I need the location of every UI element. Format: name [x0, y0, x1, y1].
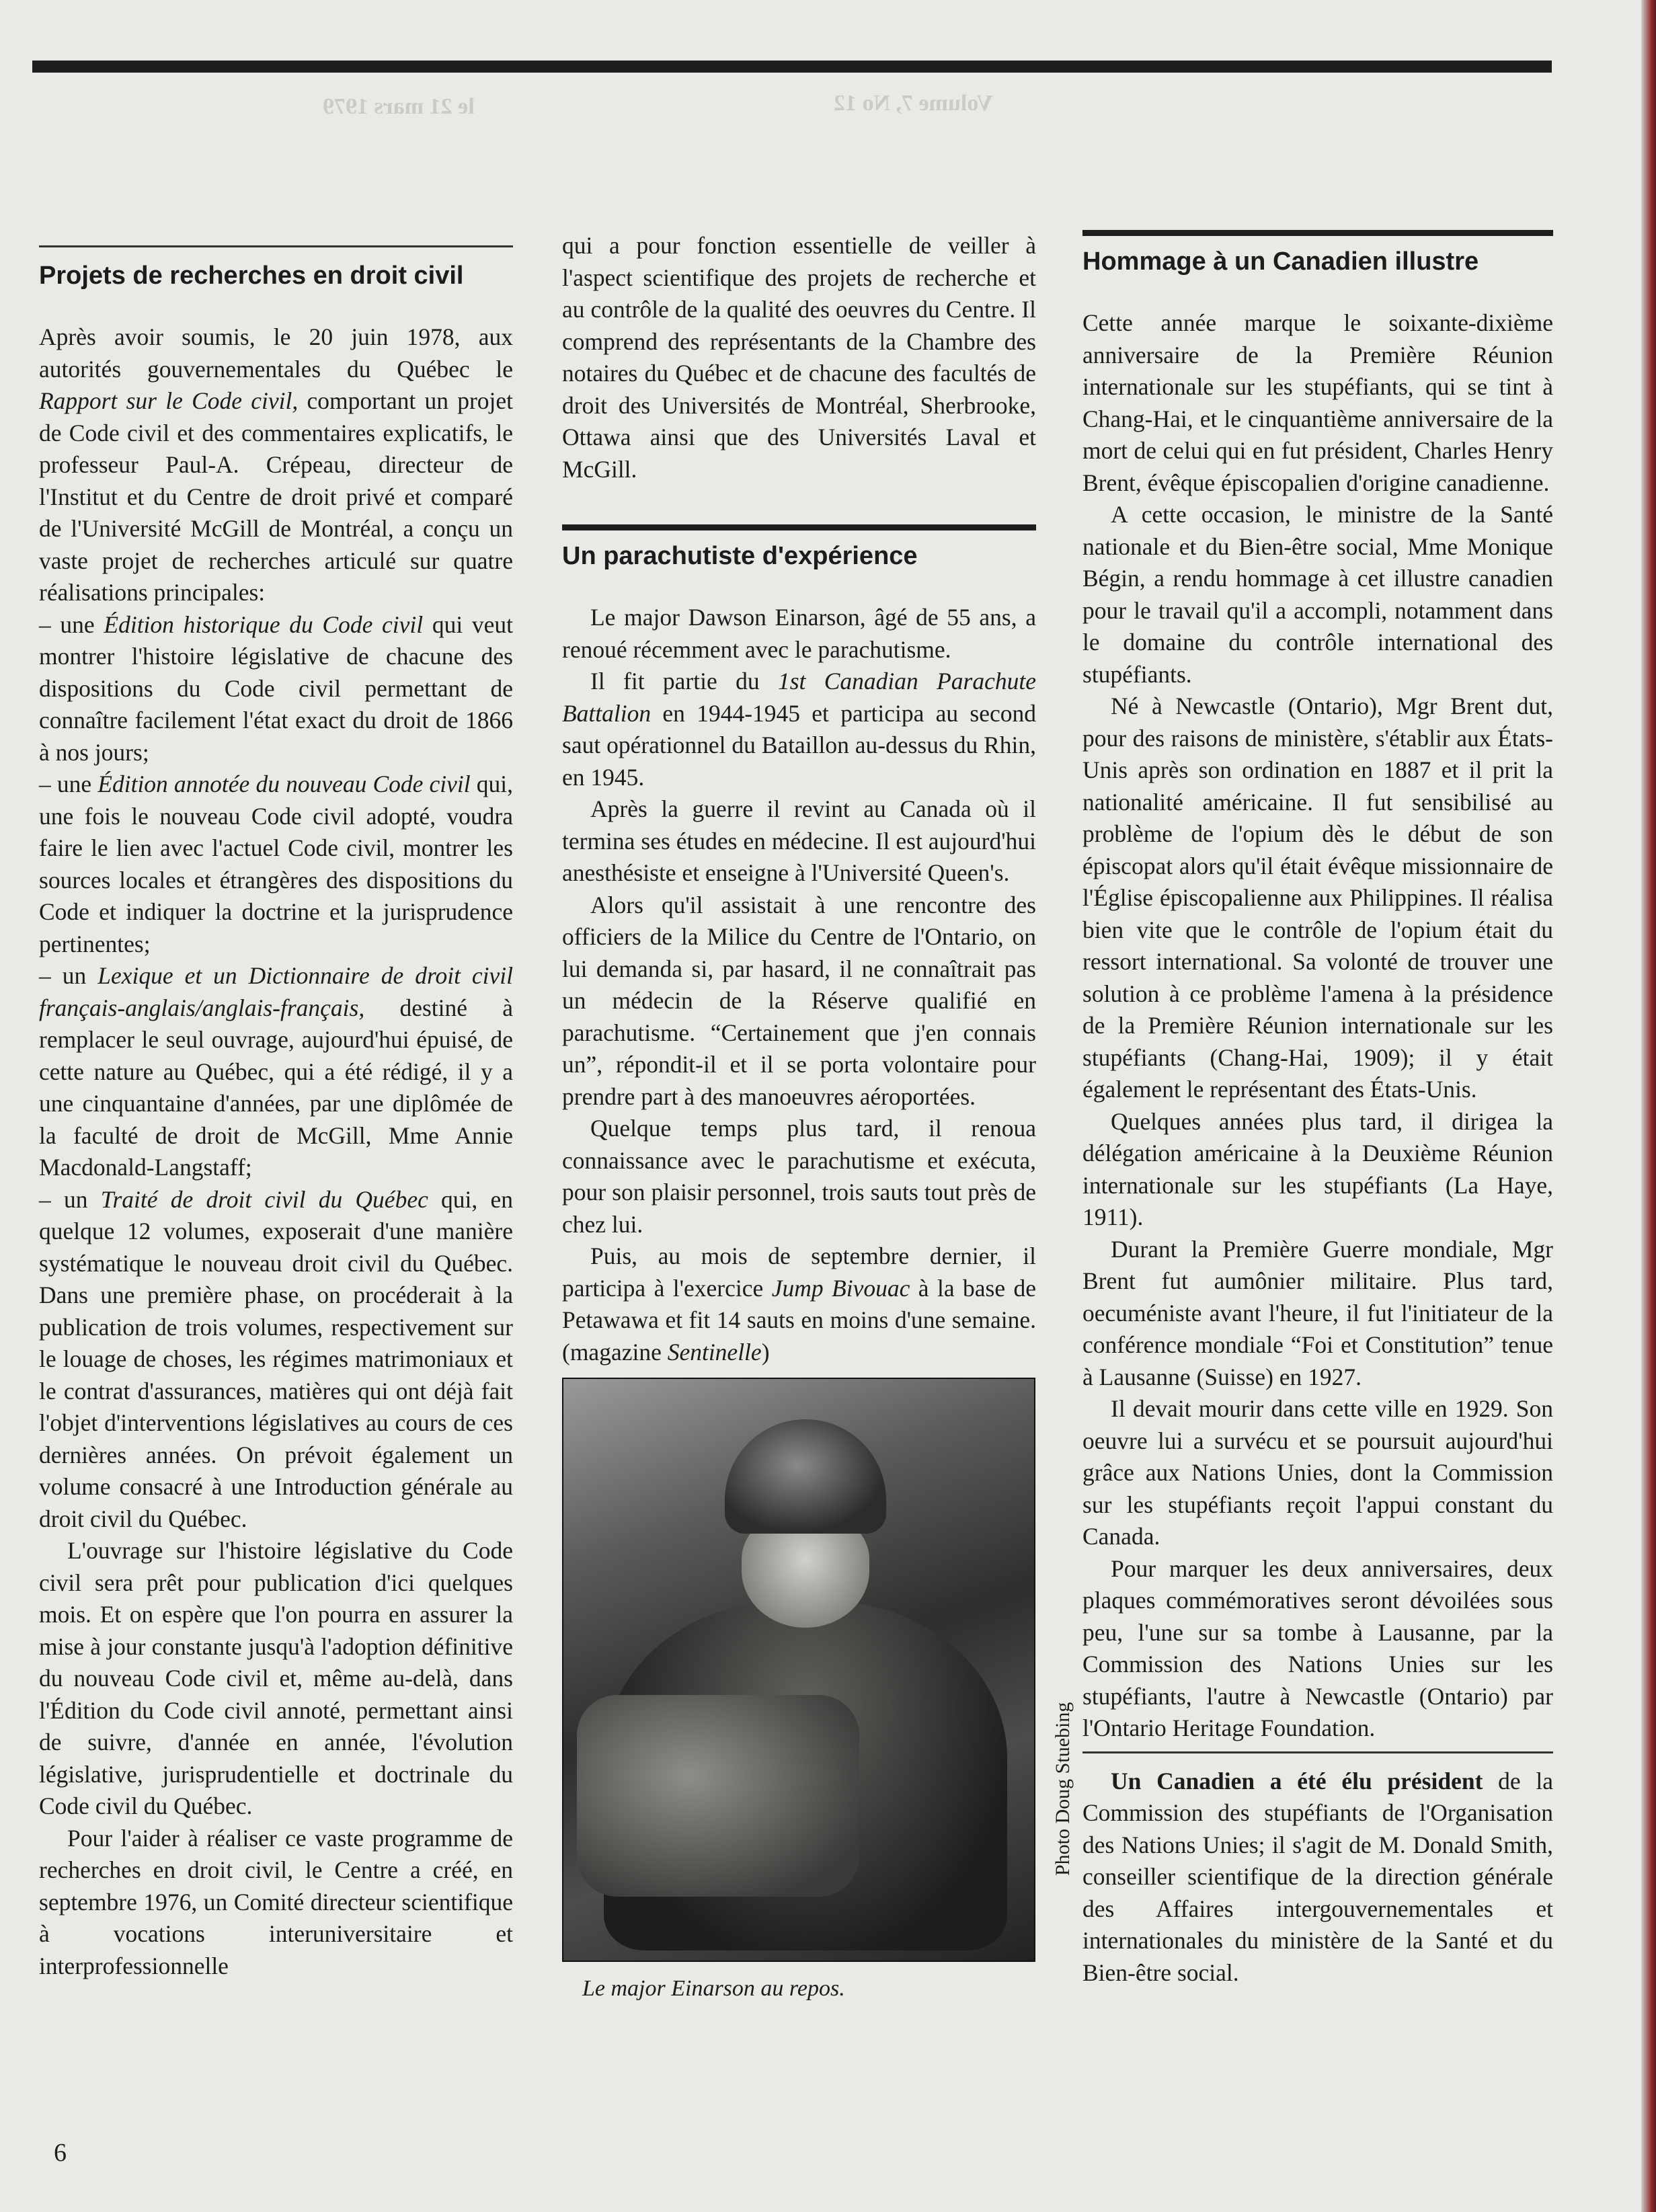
column-parachutist: [562, 230, 1036, 2005]
paragraph: qui a pour fonction essentielle de veiller à l'aspect scientifique des projets de recherche et au contrôle de la qualité des oeuvres du Centre. Il comprend des représentants de la Chambre des notaires du Québec et de chacune des facultés de droit des Universités de Montréal, Sherbrooke, Ottawa ainsi que des Universités Laval et McGill.: [562, 232, 1036, 483]
news-brief: Un Canadien a été élu président de la Commission des stupéfiants de l'Organisation des Nations Unies; il s'agit de M. Donald Smith, conseiller scientifique de la direction générale des Affaires intergouvernementales et internationales du ministère de la Santé et du Bien-être social.: [1082, 1767, 1553, 1986]
list-item: – un Lexique et un Dictionnaire de droit civil français-anglais/anglais-français, destiné à remplacer le seul ouvrage, aujourd'hui épuisé, de cette nature au Québec, qui a été rédigé, il y a une cinquantaine d'années, par une diplômée de la faculté de droit de McGill, Mme Annie Macdonald-Langstaff;: [39, 962, 514, 1181]
column-civil-law: [39, 245, 513, 1982]
column-tribute: [1082, 230, 1553, 1989]
paragraph: Né à Newcastle (Ontario), Mgr Brent dut, pour des raisons de ministère, s'établir aux États-Unis après son ordination en 1887 et il prit la nationalité américaine. Il fut sensibilisé au problème de l'opium dès le début de son épiscopat alors qu'il était évêque missionnaire de l'Église épiscopalienne aux Philippines. Il réalisa bien vite que le contrôle de l'opium était du ressort international. Sa volonté de trouver une solution à ce problème l'amena à la présidence de la Première Réunion internationale sur les stupéfiants (Chang-Hai, 1909); il y était également le représentant des États-Unis.: [1082, 693, 1553, 1103]
paragraph: Il devait mourir dans cette ville en 1929. Son oeuvre lui a survécu et se poursuit aujourd'hui grâce aux Nations Unies, dont la Commission sur les stupéfiants reçoit l'appui constant du Canada.: [1082, 1395, 1553, 1550]
list-item: – une Édition annotée du nouveau Code civil qui, une fois le nouveau Code civil adopté, voudra faire le lien avec l'actuel Code civil, montrer les sources locales et étrangères des dispositions du Code et indiquer la doctrine et la jurisprudence pertinentes;: [39, 771, 514, 957]
paragraph: Quelques années plus tard, il dirigea la délégation américaine à la Deuxième Réunion internationale sur les stupéfiants (La Haye, 1911).: [1082, 1107, 1553, 1230]
bleed-through-date: le 21 mars 1979: [323, 94, 475, 119]
brief-rule: [1082, 1751, 1553, 1753]
bleed-through-volume: Volume 7, No 12: [834, 91, 993, 116]
paragraph: Alors qu'il assistait à une rencontre des officiers de la Milice du Centre de l'Ontario, on lui demanda si, par hasard, il ne connaîtrait pas un médecin de la Réserve qualifié en parachutisme. “Certainement que j'en connais un”, répondit-il et il se porta volontaire pour prendre part à des manoeuvres aéroportées.: [562, 891, 1036, 1110]
list-item: – un Traité de droit civil du Québec qui, en quelque 12 volumes, exposerait d'une manière systématique le nouveau droit civil du Québec. Dans une première phase, on procéderait à la publication de trois volumes, respectivement sur le louage de choses, les régimes matrimoniaux et le contrat d'assurances, matières qui ont déjà fait l'objet d'interventions législatives au cours de ces dernières années. On prévoit également un volume consacré à une Introduction générale au droit civil du Québec.: [39, 1185, 514, 1532]
page-edge: [1641, 0, 1656, 2212]
column-rule: [562, 524, 1036, 530]
article-title-tribute: Hommage à un Canadien illustre: [1082, 247, 1479, 276]
list-item: – une Édition historique du Code civil qui veut montrer l'histoire législative de chacune des dispositions du Code civil permettant de connaître facilement l'état exact du droit de 1866 à nos jours;: [39, 610, 514, 766]
paragraph: Quelque temps plus tard, il renoua connaissance avec le parachutisme et exécuta, pour son plaisir personnel, trois sauts tout près de chez lui.: [562, 1115, 1036, 1238]
page-number: 6: [54, 2139, 67, 2167]
column-rule: [39, 245, 513, 247]
paragraph: Après la guerre il revint au Canada où il termina ses études en médecine. Il est aujourd'hui anesthésiste et enseigne à l'Université Queen's.: [562, 795, 1036, 886]
column-rule: [1082, 230, 1553, 236]
photo-credit: Photo Doug Stuebing: [1052, 1702, 1074, 1876]
paragraph: Le major Dawson Einarson, âgé de 55 ans, a renoué récemment avec le parachutisme.: [562, 604, 1036, 663]
paragraph: Puis, au mois de septembre dernier, il participa à l'exercice Jump Bivouac à la base de Petawawa et fit 14 sauts en moins d'une semaine. (magazine Sentinelle): [562, 1242, 1037, 1366]
paragraph: Cette année marque le soixante-dixième anniversaire de la Première Réunion internationale sur les stupéfiants, qui se tint à Chang-Hai, et le cinquantième anniversaire de la mort de celui qui en fut président, Charles Henry Brent, évêque épiscopalien d'origine canadienne.: [1082, 309, 1553, 496]
paragraph: Il fit partie du 1st Canadian Parachute Battalion en 1944-1945 et participa au second saut opérationnel du Bataillon au-dessus du Rhin, en 1945.: [562, 668, 1037, 791]
top-rule: [32, 61, 1552, 73]
paragraph: A cette occasion, le ministre de la Santé nationale et du Bien-être social, Mme Monique Bégin, a rendu hommage à cet illustre canadien pour le travail qu'il a accompli, notamment dans le domaine du contrôle international des stupéfiants.: [1082, 501, 1553, 688]
article-title-parachutist: Un parachutiste d'expérience: [562, 542, 918, 570]
paragraph: Pour l'aider à réaliser ce vaste programme de recherches en droit civil, le Centre a créé, en septembre 1976, un Comité directeur scientifique à vocations interuniversitaire et interprofessionnelle: [39, 1824, 513, 1979]
article-title-civil-law: Projets de recherches en droit civil: [39, 262, 464, 290]
paragraph: Pour marquer les deux anniversaires, deux plaques commémoratives seront dévoilées sous peu, l'une sur sa tombe à Lausanne, par la Commission des Nations Unies sur les stupéfiants, l'autre à Newcastle (Ontario) par l'Ontario Heritage Foundation.: [1082, 1554, 1553, 1741]
paragraph: Durant la Première Guerre mondiale, Mgr Brent fut aumônier militaire. Plus tard, oecuméniste avant l'heure, il fut l'initiateur de la conférence mondiale “Foi et Constitution” tenue à Lausanne (Suisse) en 1927.: [1082, 1235, 1553, 1390]
photo-caption: Le major Einarson au repos.: [582, 1976, 845, 2001]
photo-major-einarson: [562, 1378, 1035, 1962]
paragraph: L'ouvrage sur l'histoire législative du Code civil sera prêt pour publication d'ici quelques mois. Et on espère que l'on pourra en assurer la mise à jour constante jusqu'à l'adoption définitive du nouveau Code civil et, même au-delà, dans l'Édition du Code civil annoté, permettant ainsi de suivre, d'année en année, l'évolution législative, jurisprudentielle et doctrinale du Code civil du Québec.: [39, 1537, 513, 1819]
paragraph: Après avoir soumis, le 20 juin 1978, aux autorités gouvernementales du Québec le Rapport sur le Code civil, comportant un projet de Code civil et des commentaires explicatifs, le professeur Paul-A. Crépeau, directeur de l'Institut et du Centre de droit privé et comparé de l'Université McGill de Montréal, a conçu un vaste projet de recherches articulé sur quatre réalisations principales:: [39, 323, 514, 606]
